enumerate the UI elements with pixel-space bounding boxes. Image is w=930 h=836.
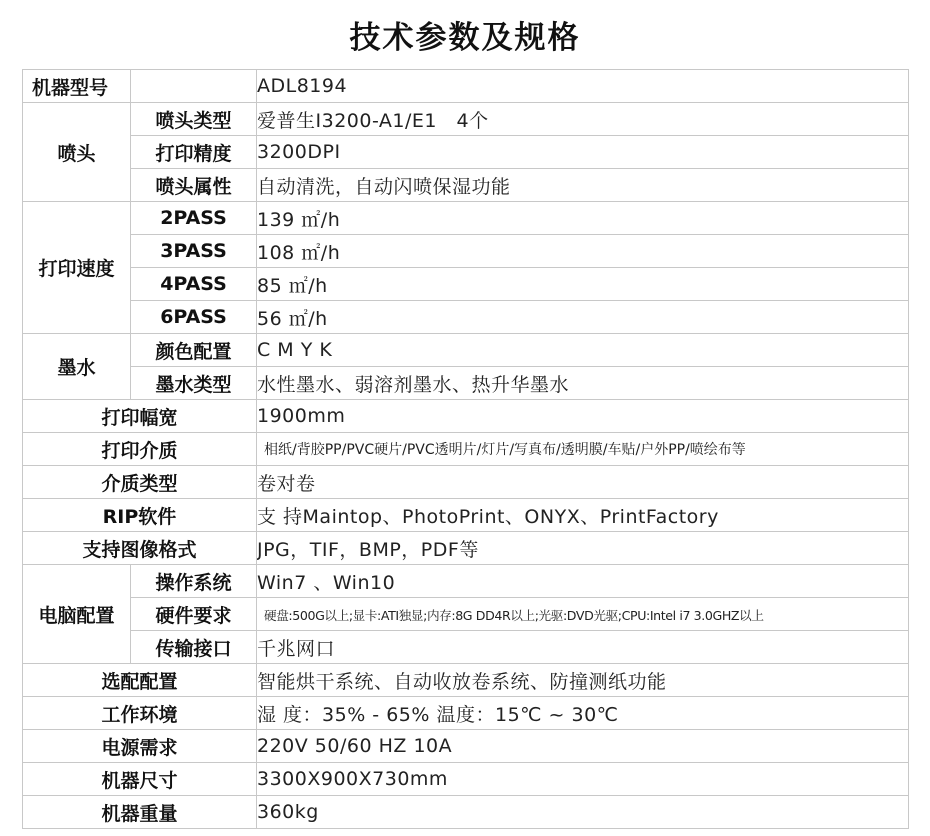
row-value: C M Y K [257, 334, 909, 367]
row-label: 机器尺寸 [23, 763, 257, 796]
row-label: 工作环境 [23, 697, 257, 730]
row-label: 喷头类型 [131, 103, 257, 136]
row-value: 220V 50/60 HZ 10A [257, 730, 909, 763]
row-value: 相纸/背胶PP/PVC硬片/PVC透明片/灯片/写真布/透明膜/车贴/户外PP/喷绘布等 [257, 433, 909, 466]
table-row [23, 631, 909, 664]
row-label: 喷头属性 [131, 169, 257, 202]
row-value: 自动清洗，自动闪喷保湿功能 [257, 169, 909, 202]
table-row [23, 697, 909, 730]
row-label: 支持图像格式 [23, 532, 257, 565]
row-value: 千兆网口 [257, 631, 909, 664]
group-label: 电脑配置 [23, 565, 131, 664]
row-value: 3300X900X730mm [257, 763, 909, 796]
table-row [23, 367, 909, 400]
table-row [23, 796, 909, 829]
row-value: 56 ㎡/h [257, 301, 909, 334]
row-label: 机器型号 [23, 70, 131, 103]
row-value: 支 持Maintop、PhotoPrint、ONYX、PrintFactory [257, 499, 909, 532]
row-label: 4PASS [131, 268, 257, 301]
spec-table [22, 69, 909, 829]
row-label: 打印精度 [131, 136, 257, 169]
table-row [23, 268, 909, 301]
page-title: 技术参数及规格 [349, 20, 581, 56]
row-value: 湿 度：35% - 65% 温度：15℃ ~ 30℃ [257, 697, 909, 730]
table-row [23, 565, 909, 598]
row-label: 机器重量 [23, 796, 257, 829]
empty-cell [131, 70, 257, 103]
row-label: 传输接口 [131, 631, 257, 664]
table-row [23, 301, 909, 334]
table-row [23, 433, 909, 466]
table-row [23, 664, 909, 697]
row-value: Win7 、Win10 [257, 565, 909, 598]
row-value: 85 ㎡/h [257, 268, 909, 301]
table-row [23, 532, 909, 565]
row-value: 智能烘干系统、自动收放卷系统、防撞测纸功能 [257, 664, 909, 697]
table-row [23, 334, 909, 367]
row-label: 打印幅宽 [23, 400, 257, 433]
row-value: ADL8194 [257, 70, 909, 103]
table-row [23, 763, 909, 796]
table-row [23, 235, 909, 268]
table-row [23, 730, 909, 763]
table-row [23, 169, 909, 202]
row-label: 操作系统 [131, 565, 257, 598]
row-value: 139 ㎡/h [257, 202, 909, 235]
row-value: 360kg [257, 796, 909, 829]
row-label: 打印介质 [23, 433, 257, 466]
table-row [23, 136, 909, 169]
row-value: 硬盘:500G以上;显卡:ATI独显;内存:8G DD4R以上;光驱:DVD光驱;CPU:Intel i7 3.0GHZ以上 [257, 598, 909, 631]
row-label: 硬件要求 [131, 598, 257, 631]
row-label: 介质类型 [23, 466, 257, 499]
table-row [23, 103, 909, 136]
group-label: 墨水 [23, 334, 131, 400]
row-value: JPG，TIF，BMP，PDF等 [257, 532, 909, 565]
row-value: 108 ㎡/h [257, 235, 909, 268]
table-row [23, 400, 909, 433]
table-row [23, 202, 909, 235]
table-row [23, 499, 909, 532]
row-label: 3PASS [131, 235, 257, 268]
row-label: 6PASS [131, 301, 257, 334]
row-value: 3200DPI [257, 136, 909, 169]
row-label: 2PASS [131, 202, 257, 235]
row-label: 颜色配置 [131, 334, 257, 367]
table-row [23, 598, 909, 631]
group-label: 打印速度 [23, 202, 131, 334]
row-label: 电源需求 [23, 730, 257, 763]
table-row [23, 70, 909, 103]
group-label: 喷头 [23, 103, 131, 202]
row-value: 水性墨水、弱溶剂墨水、热升华墨水 [257, 367, 909, 400]
row-value: 卷对卷 [257, 466, 909, 499]
row-value: 1900mm [257, 400, 909, 433]
row-label: RIP软件 [23, 499, 257, 532]
row-value: 爱普生I3200-A1/E1 4个 [257, 103, 909, 136]
row-label: 选配配置 [23, 664, 257, 697]
table-row [23, 466, 909, 499]
row-label: 墨水类型 [131, 367, 257, 400]
